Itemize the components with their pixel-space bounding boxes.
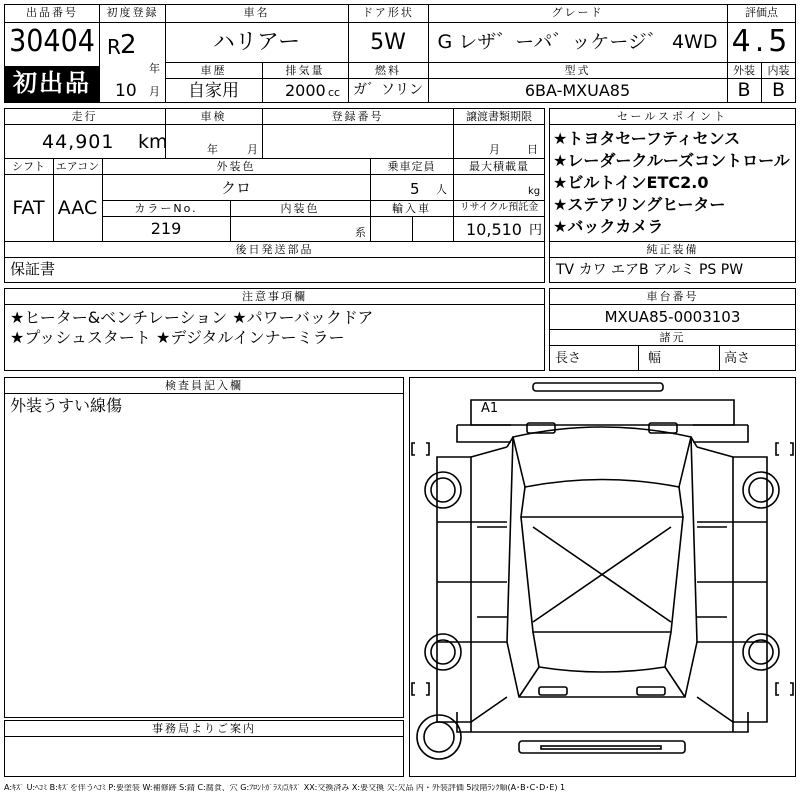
transfer-month-unit: 月	[489, 143, 500, 156]
later-parts-label: 後日発送部品	[235, 243, 314, 256]
month-unit: 月	[149, 85, 160, 98]
exterior-grade-label: 外装	[733, 64, 755, 77]
lot-number: 30404	[9, 24, 95, 59]
recycle-fee: 10,510	[466, 220, 522, 239]
inspection-label: 車検	[200, 110, 227, 123]
reg-month: 10	[115, 81, 137, 101]
interior-grade-label: 内装	[767, 64, 790, 77]
inspector-notes: 外装うすい線傷	[10, 396, 123, 415]
specs-label: 諸元	[659, 331, 686, 344]
inspection-year-unit: 年	[207, 143, 218, 156]
score-label: 評価点	[745, 6, 778, 19]
capacity: 5	[410, 180, 420, 198]
door-type-label: ドア形状	[362, 6, 414, 19]
yen-unit: 円	[529, 223, 543, 238]
office-label: 事務局よりご案内	[152, 722, 256, 735]
sales-point-4: ★ステアリングヒーター	[553, 195, 726, 214]
chassis-number: MXUA85-0003103	[604, 308, 741, 326]
notes-line-2: ★プッシュスタート ★デジタルインナーミラー	[10, 328, 345, 347]
int-color-unit: 系	[355, 226, 366, 239]
recycle-label: リサイクル預託金	[459, 202, 539, 213]
cc-unit: cc	[328, 86, 341, 99]
km-unit: km	[138, 131, 168, 153]
door-type: 5W	[370, 30, 406, 55]
legend: A:ｷｽﾞ U:ﾍｺﾐ B:ｷｽﾞを伴うﾍｺﾐ P:要塗装 W:補修跡 S:錆 C:腐食、穴 G:ﾌﾛﾝﾄｶﾞﾗｽ点ｷｽﾞ XX:交換済み X:要交換 欠:欠品 内・外装評価 5段階ﾗﾝｸ順(A･B･C･D･E) 1	[4, 784, 566, 792]
transfer-docs-label: 譲渡書類期限	[466, 110, 532, 123]
first-listing-text: 初出品	[13, 69, 91, 97]
shift-label: シフト	[12, 160, 45, 173]
width-label: 幅	[648, 351, 662, 366]
history-label: 車歴	[200, 64, 227, 77]
grade-label: グレード	[551, 6, 604, 19]
sales-point-3: ★ビルトインETC2.0	[553, 173, 709, 192]
fuel-label: 燃料	[375, 64, 401, 77]
sales-point-1: ★トヨタセーフティセンス	[553, 129, 741, 148]
year-unit: 年	[149, 62, 160, 75]
displacement: 2000	[285, 81, 326, 100]
inspector-section	[4, 377, 404, 718]
shift: FAT	[12, 197, 45, 219]
history: 自家用	[188, 81, 239, 101]
inspector-label: 検査員記入欄	[165, 379, 243, 392]
plate-label: 登録番号	[331, 110, 384, 123]
car-diagram	[409, 377, 796, 777]
damage-mark: A1	[481, 401, 499, 416]
mileage-label: 走行	[71, 110, 98, 123]
model: 6BA-MXUA85	[524, 81, 631, 100]
displacement-label: 排気量	[285, 64, 325, 77]
equipment-label: 純正装備	[646, 243, 699, 256]
import-label: 輸入車	[392, 202, 431, 215]
sales-points-label: セールスポイント	[616, 110, 728, 123]
interior-grade: B	[771, 79, 786, 101]
fuel: ガ゛ソリン	[353, 82, 423, 98]
model-label: 型式	[564, 64, 591, 77]
sales-point-2: ★レーダークルーズコントロール	[553, 151, 790, 170]
int-color-label: 内装色	[280, 202, 320, 215]
equipment: TV カワ エアB アルミ PS PW	[556, 262, 744, 278]
ext-color: クロ	[220, 179, 251, 197]
car-name: ハリアー	[212, 30, 301, 55]
notes-line-1: ★ヒーター&ベンチレーション ★パワーバックドア	[10, 308, 374, 327]
capacity-label: 乗車定員	[387, 160, 436, 173]
ext-color-label: 外装色	[216, 160, 256, 173]
car-name-label: 車名	[243, 6, 270, 19]
first-reg-label: 初度登録	[106, 6, 159, 19]
notes-label: 注意事項欄	[242, 290, 307, 303]
lot-number-label: 出品番号	[26, 6, 78, 19]
era: R	[107, 35, 121, 59]
score: 4.5	[731, 24, 792, 59]
chassis-label: 車台番号	[646, 290, 699, 303]
color-no-label: カラーNo.	[134, 202, 198, 215]
capacity-unit: 人	[436, 183, 447, 196]
sales-point-5: ★バックカメラ	[553, 217, 664, 236]
exterior-grade: B	[737, 79, 751, 101]
transfer-day-unit: 日	[527, 143, 538, 156]
kg-unit: kg	[528, 186, 541, 197]
length-label: 長さ	[555, 351, 582, 366]
ac: AAC	[57, 197, 98, 219]
inspection-month-unit: 月	[247, 143, 258, 156]
ac-label: エアコン	[55, 160, 100, 173]
color-no: 219	[150, 219, 182, 238]
reg-year: 2	[120, 30, 137, 60]
grade: G レザ゛ーパ゛ッケージ゛ 4WD	[437, 31, 718, 53]
max-load-label: 最大積載量	[469, 160, 529, 173]
mileage: 44,901	[42, 131, 115, 153]
height-label: 高さ	[724, 351, 751, 366]
later-parts: 保証書	[10, 260, 56, 278]
